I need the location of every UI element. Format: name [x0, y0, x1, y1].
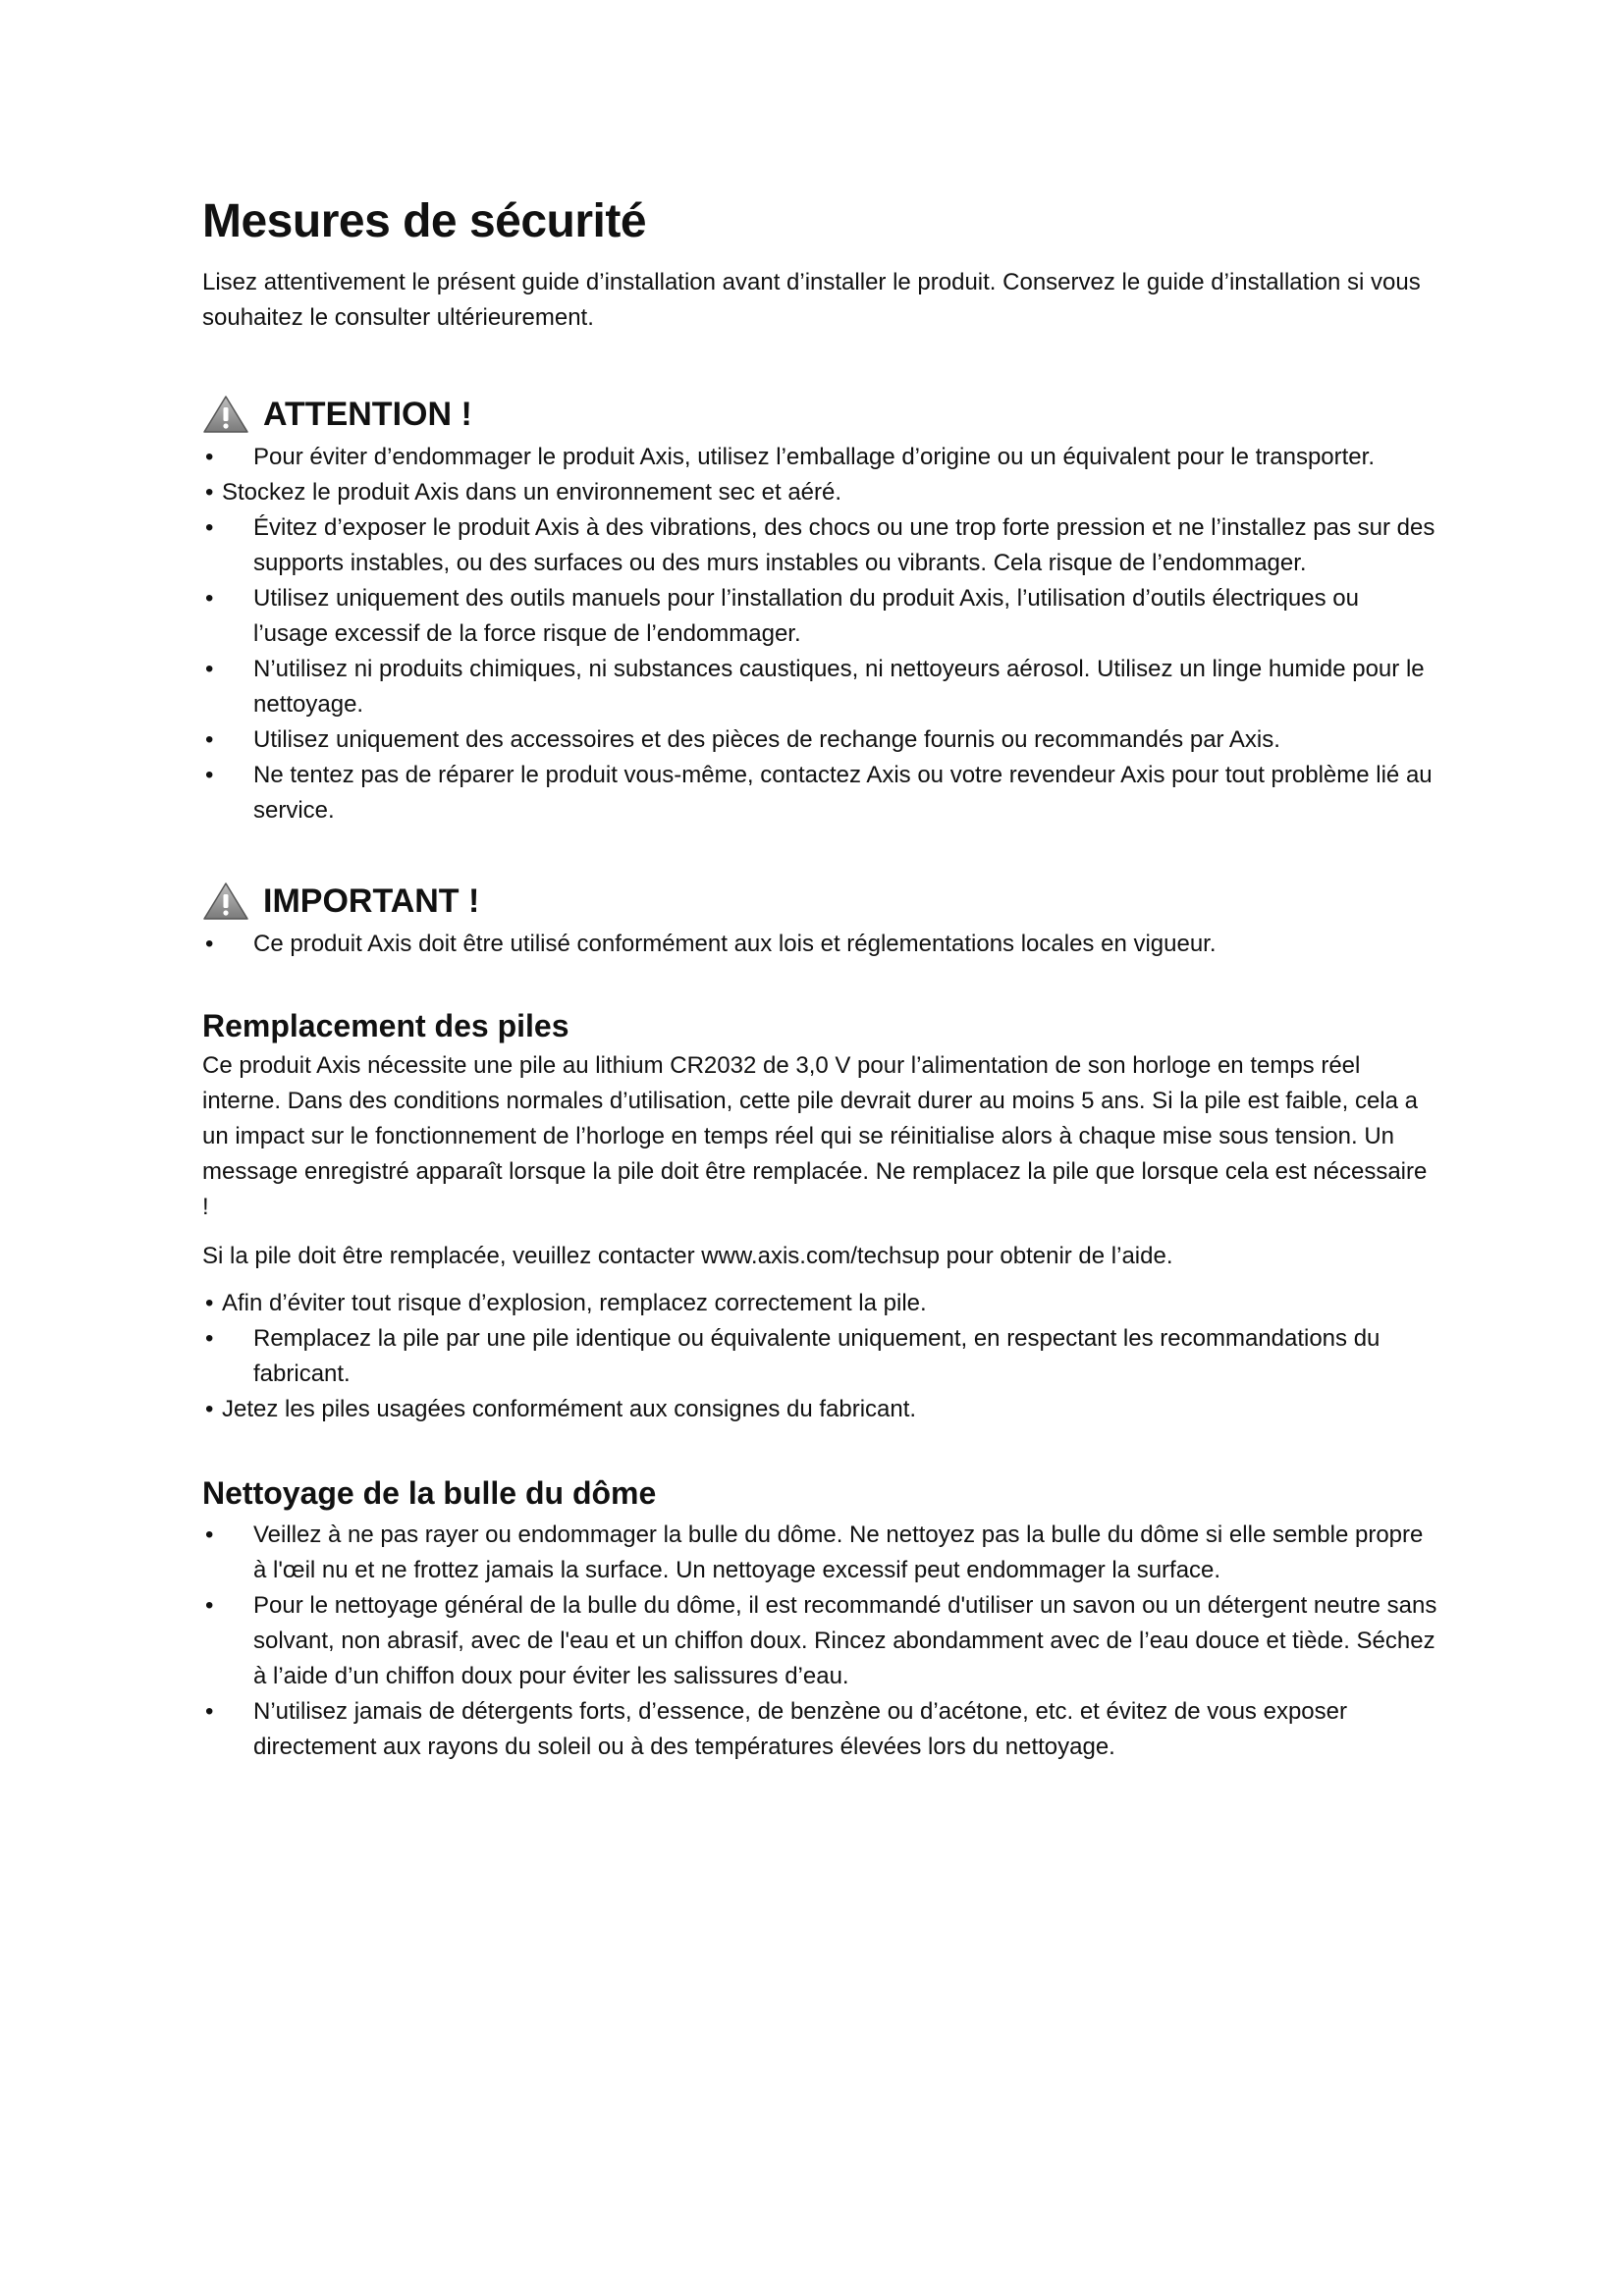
page-title: Mesures de sécurité	[202, 195, 647, 247]
list-item: • Afin d’éviter tout risque d’explosion, remplacez correctement la pile.	[202, 1286, 1439, 1321]
list-item: • N’utilisez ni produits chimiques, ni substances caustiques, ni nettoyeurs aérosol. Utilisez un linge humide pour le nettoyage.	[202, 652, 1439, 722]
battery-contact-paragraph: Si la pile doit être remplacée, veuillez contacter www.axis.com/techsup pour obtenir de l’aide.	[202, 1243, 1173, 1269]
list-item: • Veillez à ne pas rayer ou endommager la bulle du dôme. Ne nettoyez pas la bulle du dôme si elle semble propre à l'œil nu et ne frottez jamais la surface. Un nettoyage excessif peut endommager la surface.	[202, 1518, 1439, 1588]
important-label: IMPORTANT !	[263, 882, 480, 920]
document-page	[202, 192, 1439, 1765]
important-list	[202, 927, 1439, 962]
list-item: • Pour éviter d’endommager le produit Axis, utilisez l’emballage d’origine ou un équivalent pour le transporter.	[202, 440, 1439, 475]
list-item: • Ne tentez pas de réparer le produit vous-même, contactez Axis ou votre revendeur Axis pour tout problème lié au service.	[202, 758, 1439, 828]
intro-paragraph: Lisez attentivement le présent guide d’installation avant d’installer le produit. Conservez le guide d’installation si vous souhaitez le consulter ultérieurement.	[202, 269, 1421, 331]
dome-section-heading: Nettoyage de la bulle du dôme	[202, 1475, 657, 1511]
attention-heading	[202, 393, 1439, 436]
battery-paragraph: Ce produit Axis nécessite une pile au lithium CR2032 de 3,0 V pour l’alimentation de son horloge en temps réel interne. Dans des conditions normales d’utilisation, cette pile devrait durer au moins 5 ans. Si la pile est faible, cela a un impact sur le fonctionnement de l’horloge en temps réel qui se réinitialise alors à chaque mise sous tension. Un message enregistré apparaît lorsque la pile doit être remplacée. Ne remplacez la pile que lorsque cela est nécessaire !	[202, 1052, 1428, 1220]
list-item: • Ce produit Axis doit être utilisé conformément aux lois et réglementations locales en vigueur.	[202, 927, 1439, 962]
list-item: • Jetez les piles usagées conformément aux consignes du fabricant.	[202, 1392, 1439, 1427]
list-item: • Stockez le produit Axis dans un environnement sec et aéré.	[202, 475, 1439, 510]
attention-list	[202, 440, 1439, 828]
warning-triangle-icon	[202, 395, 249, 434]
list-item: • Utilisez uniquement des outils manuels pour l’installation du produit Axis, l’utilisation d’outils électriques ou l’usage excessif de la force risque de l’endommager.	[202, 581, 1439, 652]
attention-label: ATTENTION !	[263, 396, 472, 433]
list-item: • Évitez d’exposer le produit Axis à des vibrations, des chocs ou une trop forte pression et ne l’installez pas sur des supports instables, ou des surfaces ou des murs instables ou vibrants. Cela risque de l’endommager.	[202, 510, 1439, 581]
dome-list	[202, 1518, 1439, 1765]
list-item: • Utilisez uniquement des accessoires et des pièces de rechange fournis ou recommandés par Axis.	[202, 722, 1439, 758]
warning-triangle-icon	[202, 881, 249, 921]
important-heading	[202, 880, 1439, 923]
list-item: • Pour le nettoyage général de la bulle du dôme, il est recommandé d'utiliser un savon ou un détergent neutre sans solvant, non abrasif, avec de l'eau et un chiffon doux. Rincez abondamment avec de l’eau douce et tiède. Séchez à l’aide d’un chiffon doux pour éviter les salissures d’eau.	[202, 1588, 1439, 1694]
battery-list	[202, 1286, 1439, 1427]
battery-section-heading: Remplacement des piles	[202, 1008, 569, 1043]
list-item: • Remplacez la pile par une pile identique ou équivalente uniquement, en respectant les recommandations du fabricant.	[202, 1321, 1439, 1392]
list-item: • N’utilisez jamais de détergents forts, d’essence, de benzène ou d’acétone, etc. et évitez de vous exposer directement aux rayons du soleil ou à des températures élevées lors du nettoyage.	[202, 1694, 1439, 1765]
